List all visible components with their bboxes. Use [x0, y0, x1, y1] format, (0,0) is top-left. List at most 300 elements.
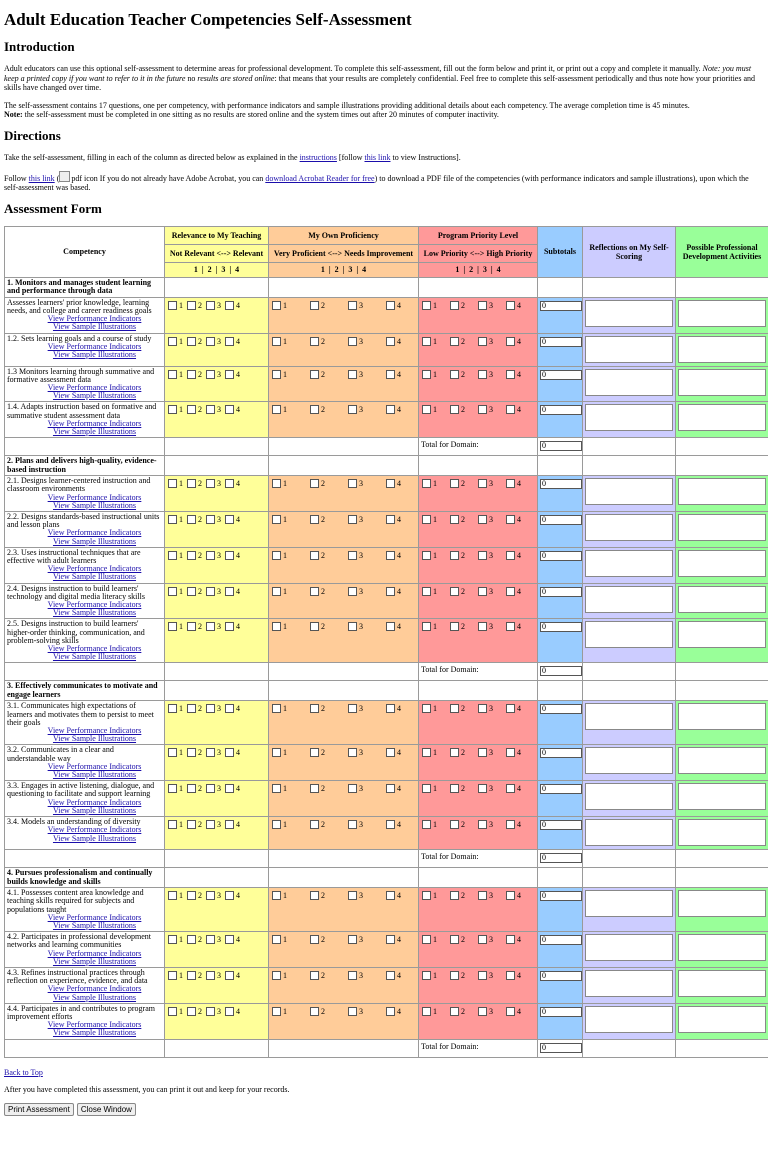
rel-option[interactable]: 2 — [187, 971, 202, 980]
rel-option[interactable]: 1 — [168, 479, 183, 488]
own-option[interactable]: 4 — [386, 971, 401, 980]
pri-checkbox[interactable] — [506, 551, 515, 560]
pri-checkbox[interactable] — [506, 587, 515, 596]
pri-checkbox[interactable] — [478, 515, 487, 524]
own-option[interactable]: 3 — [348, 820, 363, 829]
pri-checkbox[interactable] — [478, 820, 487, 829]
pri-checkbox[interactable] — [422, 337, 431, 346]
view-sample-illustrations-link[interactable]: View Sample Illustrations — [52, 500, 137, 510]
own-checkbox[interactable] — [348, 301, 357, 310]
pri-option[interactable]: 4 — [506, 622, 521, 631]
reflections-textarea[interactable] — [585, 890, 673, 917]
own-checkbox[interactable] — [386, 935, 395, 944]
own-option[interactable]: 2 — [310, 370, 325, 379]
development-textarea[interactable] — [678, 783, 766, 810]
pri-option[interactable]: 3 — [478, 515, 493, 524]
rel-option[interactable]: 2 — [187, 704, 202, 713]
own-checkbox[interactable] — [348, 820, 357, 829]
rel-checkbox[interactable] — [206, 820, 215, 829]
pri-option[interactable]: 2 — [450, 405, 465, 414]
view-sample-illustrations-link[interactable]: View Sample Illustrations — [52, 992, 137, 1002]
reflections-textarea[interactable] — [585, 336, 673, 363]
pri-checkbox[interactable] — [478, 337, 487, 346]
view-sample-illustrations-link[interactable]: View Sample Illustrations — [52, 391, 137, 401]
rel-option[interactable]: 3 — [206, 1007, 221, 1016]
rel-checkbox[interactable] — [187, 587, 196, 596]
own-option[interactable]: 3 — [348, 784, 363, 793]
own-option[interactable]: 3 — [348, 337, 363, 346]
own-checkbox[interactable] — [348, 935, 357, 944]
own-checkbox[interactable] — [348, 370, 357, 379]
pri-checkbox[interactable] — [422, 622, 431, 631]
pri-option[interactable]: 2 — [450, 971, 465, 980]
rel-checkbox[interactable] — [168, 551, 177, 560]
own-checkbox[interactable] — [272, 551, 281, 560]
pri-checkbox[interactable] — [422, 704, 431, 713]
pri-option[interactable]: 2 — [450, 622, 465, 631]
view-performance-indicators-link[interactable]: View Performance Indicators — [47, 492, 142, 502]
development-textarea[interactable] — [678, 970, 766, 997]
rel-checkbox[interactable] — [225, 820, 234, 829]
subtotal-input[interactable]: 0 — [540, 935, 582, 945]
pri-option[interactable]: 1 — [422, 704, 437, 713]
own-option[interactable]: 1 — [272, 301, 287, 310]
own-checkbox[interactable] — [272, 704, 281, 713]
rel-option[interactable]: 1 — [168, 820, 183, 829]
own-checkbox[interactable] — [386, 515, 395, 524]
pri-option[interactable]: 4 — [506, 515, 521, 524]
rel-checkbox[interactable] — [225, 405, 234, 414]
rel-option[interactable]: 1 — [168, 622, 183, 631]
pri-checkbox[interactable] — [450, 971, 459, 980]
pri-checkbox[interactable] — [422, 891, 431, 900]
pri-option[interactable]: 4 — [506, 551, 521, 560]
pri-checkbox[interactable] — [450, 370, 459, 379]
subtotal-input[interactable]: 0 — [540, 891, 582, 901]
view-performance-indicators-link[interactable]: View Performance Indicators — [47, 600, 142, 610]
development-textarea[interactable] — [678, 1006, 766, 1033]
rel-checkbox[interactable] — [187, 935, 196, 944]
rel-checkbox[interactable] — [187, 370, 196, 379]
own-checkbox[interactable] — [310, 1007, 319, 1016]
own-option[interactable]: 1 — [272, 935, 287, 944]
rel-option[interactable]: 4 — [225, 479, 240, 488]
pri-option[interactable]: 3 — [478, 551, 493, 560]
subtotal-input[interactable]: 0 — [540, 370, 582, 380]
pri-option[interactable]: 2 — [450, 820, 465, 829]
rel-checkbox[interactable] — [187, 704, 196, 713]
rel-option[interactable]: 4 — [225, 301, 240, 310]
own-checkbox[interactable] — [272, 337, 281, 346]
pri-option[interactable]: 1 — [422, 301, 437, 310]
pri-option[interactable]: 2 — [450, 515, 465, 524]
pri-option[interactable]: 2 — [450, 784, 465, 793]
rel-checkbox[interactable] — [225, 1007, 234, 1016]
own-option[interactable]: 1 — [272, 370, 287, 379]
own-checkbox[interactable] — [386, 479, 395, 488]
pri-option[interactable]: 4 — [506, 301, 521, 310]
view-performance-indicators-link[interactable]: View Performance Indicators — [47, 726, 142, 736]
rel-checkbox[interactable] — [187, 479, 196, 488]
pri-checkbox[interactable] — [506, 891, 515, 900]
pri-option[interactable]: 4 — [506, 405, 521, 414]
pri-checkbox[interactable] — [422, 479, 431, 488]
own-checkbox[interactable] — [310, 971, 319, 980]
own-checkbox[interactable] — [310, 551, 319, 560]
domain-total-input[interactable]: 0 — [540, 1043, 582, 1053]
rel-checkbox[interactable] — [225, 784, 234, 793]
own-option[interactable]: 2 — [310, 587, 325, 596]
pri-option[interactable]: 2 — [450, 704, 465, 713]
rel-checkbox[interactable] — [168, 479, 177, 488]
own-checkbox[interactable] — [310, 301, 319, 310]
rel-option[interactable]: 1 — [168, 405, 183, 414]
rel-checkbox[interactable] — [168, 587, 177, 596]
rel-option[interactable]: 4 — [225, 551, 240, 560]
rel-checkbox[interactable] — [206, 551, 215, 560]
rel-option[interactable]: 2 — [187, 935, 202, 944]
own-checkbox[interactable] — [272, 405, 281, 414]
own-option[interactable]: 4 — [386, 551, 401, 560]
reflections-textarea[interactable] — [585, 404, 673, 431]
own-option[interactable]: 4 — [386, 704, 401, 713]
rel-checkbox[interactable] — [225, 587, 234, 596]
reflections-textarea[interactable] — [585, 586, 673, 613]
view-performance-indicators-link[interactable]: View Performance Indicators — [47, 418, 142, 428]
rel-checkbox[interactable] — [225, 479, 234, 488]
pri-checkbox[interactable] — [506, 1007, 515, 1016]
pri-option[interactable]: 1 — [422, 891, 437, 900]
own-checkbox[interactable] — [386, 891, 395, 900]
pri-option[interactable]: 1 — [422, 622, 437, 631]
rel-checkbox[interactable] — [225, 515, 234, 524]
pri-option[interactable]: 3 — [478, 479, 493, 488]
own-checkbox[interactable] — [348, 587, 357, 596]
reflections-textarea[interactable] — [585, 550, 673, 577]
rel-option[interactable]: 4 — [225, 704, 240, 713]
subtotal-input[interactable]: 0 — [540, 515, 582, 525]
rel-option[interactable]: 4 — [225, 405, 240, 414]
rel-option[interactable]: 2 — [187, 784, 202, 793]
rel-option[interactable]: 4 — [225, 748, 240, 757]
pri-option[interactable]: 4 — [506, 370, 521, 379]
own-option[interactable]: 3 — [348, 370, 363, 379]
rel-checkbox[interactable] — [187, 337, 196, 346]
own-checkbox[interactable] — [386, 370, 395, 379]
rel-checkbox[interactable] — [187, 1007, 196, 1016]
own-checkbox[interactable] — [386, 704, 395, 713]
rel-checkbox[interactable] — [206, 704, 215, 713]
rel-checkbox[interactable] — [206, 1007, 215, 1016]
pri-option[interactable]: 3 — [478, 622, 493, 631]
own-checkbox[interactable] — [310, 587, 319, 596]
own-checkbox[interactable] — [272, 515, 281, 524]
domain-total-input[interactable]: 0 — [540, 853, 582, 863]
pri-option[interactable]: 3 — [478, 704, 493, 713]
pri-option[interactable]: 1 — [422, 784, 437, 793]
own-option[interactable]: 1 — [272, 1007, 287, 1016]
pri-checkbox[interactable] — [450, 784, 459, 793]
rel-option[interactable]: 2 — [187, 622, 202, 631]
pri-checkbox[interactable] — [478, 784, 487, 793]
own-checkbox[interactable] — [386, 587, 395, 596]
view-sample-illustrations-link[interactable]: View Sample Illustrations — [52, 833, 137, 843]
own-option[interactable]: 2 — [310, 337, 325, 346]
view-sample-illustrations-link[interactable]: View Sample Illustrations — [52, 734, 137, 744]
own-checkbox[interactable] — [348, 748, 357, 757]
pri-option[interactable]: 4 — [506, 1007, 521, 1016]
pdf-download-link[interactable]: this link — [28, 173, 55, 183]
rel-option[interactable]: 1 — [168, 551, 183, 560]
rel-checkbox[interactable] — [206, 784, 215, 793]
own-option[interactable]: 4 — [386, 820, 401, 829]
view-performance-indicators-link[interactable]: View Performance Indicators — [47, 341, 142, 351]
rel-option[interactable]: 1 — [168, 301, 183, 310]
reflections-textarea[interactable] — [585, 934, 673, 961]
pri-option[interactable]: 1 — [422, 587, 437, 596]
subtotal-input[interactable]: 0 — [540, 405, 582, 415]
pri-option[interactable]: 1 — [422, 337, 437, 346]
pri-option[interactable]: 1 — [422, 971, 437, 980]
own-option[interactable]: 1 — [272, 971, 287, 980]
pri-option[interactable]: 4 — [506, 587, 521, 596]
own-checkbox[interactable] — [272, 479, 281, 488]
pri-option[interactable]: 4 — [506, 820, 521, 829]
subtotal-input[interactable]: 0 — [540, 301, 582, 311]
development-textarea[interactable] — [678, 703, 766, 730]
pri-option[interactable]: 3 — [478, 370, 493, 379]
own-option[interactable]: 1 — [272, 820, 287, 829]
subtotal-input[interactable]: 0 — [540, 479, 582, 489]
own-checkbox[interactable] — [310, 337, 319, 346]
pri-option[interactable]: 4 — [506, 891, 521, 900]
pri-checkbox[interactable] — [506, 971, 515, 980]
view-instructions-link[interactable]: this link — [364, 152, 391, 162]
own-option[interactable]: 2 — [310, 551, 325, 560]
pri-checkbox[interactable] — [450, 405, 459, 414]
pri-checkbox[interactable] — [450, 515, 459, 524]
pri-checkbox[interactable] — [450, 551, 459, 560]
view-performance-indicators-link[interactable]: View Performance Indicators — [47, 382, 142, 392]
rel-option[interactable]: 4 — [225, 370, 240, 379]
pri-checkbox[interactable] — [422, 515, 431, 524]
rel-option[interactable]: 1 — [168, 370, 183, 379]
pri-option[interactable]: 1 — [422, 748, 437, 757]
own-option[interactable]: 1 — [272, 748, 287, 757]
own-option[interactable]: 3 — [348, 551, 363, 560]
pri-checkbox[interactable] — [450, 587, 459, 596]
rel-checkbox[interactable] — [168, 515, 177, 524]
own-checkbox[interactable] — [386, 820, 395, 829]
subtotal-input[interactable]: 0 — [540, 820, 582, 830]
pri-checkbox[interactable] — [478, 479, 487, 488]
own-checkbox[interactable] — [348, 337, 357, 346]
rel-checkbox[interactable] — [206, 971, 215, 980]
own-option[interactable]: 1 — [272, 337, 287, 346]
rel-option[interactable]: 2 — [187, 515, 202, 524]
own-checkbox[interactable] — [310, 784, 319, 793]
own-option[interactable]: 4 — [386, 479, 401, 488]
pri-option[interactable]: 2 — [450, 935, 465, 944]
view-performance-indicators-link[interactable]: View Performance Indicators — [47, 314, 142, 324]
own-option[interactable]: 1 — [272, 551, 287, 560]
development-textarea[interactable] — [678, 890, 766, 917]
rel-option[interactable]: 2 — [187, 337, 202, 346]
own-option[interactable]: 2 — [310, 515, 325, 524]
pri-checkbox[interactable] — [478, 1007, 487, 1016]
rel-option[interactable]: 1 — [168, 515, 183, 524]
pri-option[interactable]: 3 — [478, 935, 493, 944]
pri-checkbox[interactable] — [450, 301, 459, 310]
own-option[interactable]: 4 — [386, 515, 401, 524]
own-option[interactable]: 3 — [348, 1007, 363, 1016]
own-option[interactable]: 2 — [310, 622, 325, 631]
own-checkbox[interactable] — [310, 479, 319, 488]
rel-checkbox[interactable] — [168, 370, 177, 379]
rel-checkbox[interactable] — [168, 405, 177, 414]
development-textarea[interactable] — [678, 934, 766, 961]
rel-checkbox[interactable] — [206, 622, 215, 631]
reflections-textarea[interactable] — [585, 369, 673, 396]
pri-option[interactable]: 2 — [450, 337, 465, 346]
subtotal-input[interactable]: 0 — [540, 704, 582, 714]
domain-total-input[interactable]: 0 — [540, 441, 582, 451]
pri-checkbox[interactable] — [422, 405, 431, 414]
pri-option[interactable]: 1 — [422, 479, 437, 488]
own-option[interactable]: 3 — [348, 935, 363, 944]
rel-checkbox[interactable] — [168, 784, 177, 793]
view-sample-illustrations-link[interactable]: View Sample Illustrations — [52, 770, 137, 780]
rel-checkbox[interactable] — [168, 935, 177, 944]
view-sample-illustrations-link[interactable]: View Sample Illustrations — [52, 805, 137, 815]
own-checkbox[interactable] — [386, 405, 395, 414]
view-sample-illustrations-link[interactable]: View Sample Illustrations — [52, 956, 137, 966]
reflections-textarea[interactable] — [585, 747, 673, 774]
pri-checkbox[interactable] — [478, 971, 487, 980]
rel-option[interactable]: 2 — [187, 587, 202, 596]
own-option[interactable]: 2 — [310, 784, 325, 793]
pri-checkbox[interactable] — [506, 622, 515, 631]
own-option[interactable]: 2 — [310, 935, 325, 944]
view-performance-indicators-link[interactable]: View Performance Indicators — [47, 912, 142, 922]
pri-checkbox[interactable] — [422, 935, 431, 944]
rel-option[interactable]: 3 — [206, 370, 221, 379]
own-option[interactable]: 3 — [348, 971, 363, 980]
pri-checkbox[interactable] — [422, 820, 431, 829]
pri-option[interactable]: 4 — [506, 337, 521, 346]
own-option[interactable]: 3 — [348, 622, 363, 631]
pri-checkbox[interactable] — [450, 820, 459, 829]
pri-option[interactable]: 1 — [422, 820, 437, 829]
rel-checkbox[interactable] — [187, 301, 196, 310]
pri-checkbox[interactable] — [506, 935, 515, 944]
rel-option[interactable]: 1 — [168, 704, 183, 713]
own-checkbox[interactable] — [348, 971, 357, 980]
own-option[interactable]: 2 — [310, 479, 325, 488]
rel-option[interactable]: 2 — [187, 405, 202, 414]
own-option[interactable]: 3 — [348, 405, 363, 414]
rel-option[interactable]: 3 — [206, 971, 221, 980]
pri-option[interactable]: 3 — [478, 1007, 493, 1016]
rel-checkbox[interactable] — [168, 971, 177, 980]
pri-option[interactable]: 3 — [478, 891, 493, 900]
pri-checkbox[interactable] — [478, 301, 487, 310]
rel-checkbox[interactable] — [206, 515, 215, 524]
subtotal-input[interactable]: 0 — [540, 337, 582, 347]
rel-option[interactable]: 3 — [206, 891, 221, 900]
pri-checkbox[interactable] — [450, 1007, 459, 1016]
rel-option[interactable]: 1 — [168, 337, 183, 346]
pri-checkbox[interactable] — [450, 891, 459, 900]
own-checkbox[interactable] — [386, 622, 395, 631]
rel-checkbox[interactable] — [168, 748, 177, 757]
instructions-link[interactable]: instructions — [299, 152, 337, 162]
rel-checkbox[interactable] — [225, 891, 234, 900]
pri-option[interactable]: 3 — [478, 301, 493, 310]
own-option[interactable]: 4 — [386, 622, 401, 631]
own-checkbox[interactable] — [310, 405, 319, 414]
rel-option[interactable]: 1 — [168, 935, 183, 944]
own-option[interactable]: 2 — [310, 301, 325, 310]
own-option[interactable]: 2 — [310, 891, 325, 900]
rel-checkbox[interactable] — [206, 337, 215, 346]
own-option[interactable]: 1 — [272, 784, 287, 793]
rel-option[interactable]: 3 — [206, 820, 221, 829]
own-option[interactable]: 2 — [310, 971, 325, 980]
own-checkbox[interactable] — [348, 405, 357, 414]
own-option[interactable]: 1 — [272, 405, 287, 414]
pri-checkbox[interactable] — [450, 704, 459, 713]
rel-option[interactable]: 2 — [187, 1007, 202, 1016]
view-performance-indicators-link[interactable]: View Performance Indicators — [47, 1020, 142, 1030]
rel-option[interactable]: 2 — [187, 891, 202, 900]
pri-option[interactable]: 3 — [478, 820, 493, 829]
own-option[interactable]: 3 — [348, 587, 363, 596]
own-checkbox[interactable] — [272, 748, 281, 757]
pri-option[interactable]: 4 — [506, 479, 521, 488]
rel-checkbox[interactable] — [187, 551, 196, 560]
own-checkbox[interactable] — [310, 515, 319, 524]
own-checkbox[interactable] — [272, 891, 281, 900]
rel-option[interactable]: 3 — [206, 551, 221, 560]
own-checkbox[interactable] — [348, 784, 357, 793]
rel-option[interactable]: 3 — [206, 704, 221, 713]
pri-option[interactable]: 3 — [478, 337, 493, 346]
development-textarea[interactable] — [678, 819, 766, 846]
rel-option[interactable]: 3 — [206, 784, 221, 793]
rel-checkbox[interactable] — [225, 935, 234, 944]
view-performance-indicators-link[interactable]: View Performance Indicators — [47, 984, 142, 994]
pri-checkbox[interactable] — [478, 370, 487, 379]
own-checkbox[interactable] — [348, 891, 357, 900]
own-checkbox[interactable] — [348, 622, 357, 631]
own-option[interactable]: 4 — [386, 748, 401, 757]
rel-option[interactable]: 2 — [187, 301, 202, 310]
own-option[interactable]: 1 — [272, 891, 287, 900]
own-option[interactable]: 2 — [310, 1007, 325, 1016]
rel-checkbox[interactable] — [225, 551, 234, 560]
pri-option[interactable]: 2 — [450, 587, 465, 596]
reflections-textarea[interactable] — [585, 300, 673, 327]
pri-checkbox[interactable] — [450, 935, 459, 944]
development-textarea[interactable] — [678, 478, 766, 505]
own-option[interactable]: 2 — [310, 405, 325, 414]
pri-option[interactable]: 3 — [478, 971, 493, 980]
development-textarea[interactable] — [678, 514, 766, 541]
rel-option[interactable]: 4 — [225, 337, 240, 346]
own-checkbox[interactable] — [386, 1007, 395, 1016]
rel-checkbox[interactable] — [225, 971, 234, 980]
